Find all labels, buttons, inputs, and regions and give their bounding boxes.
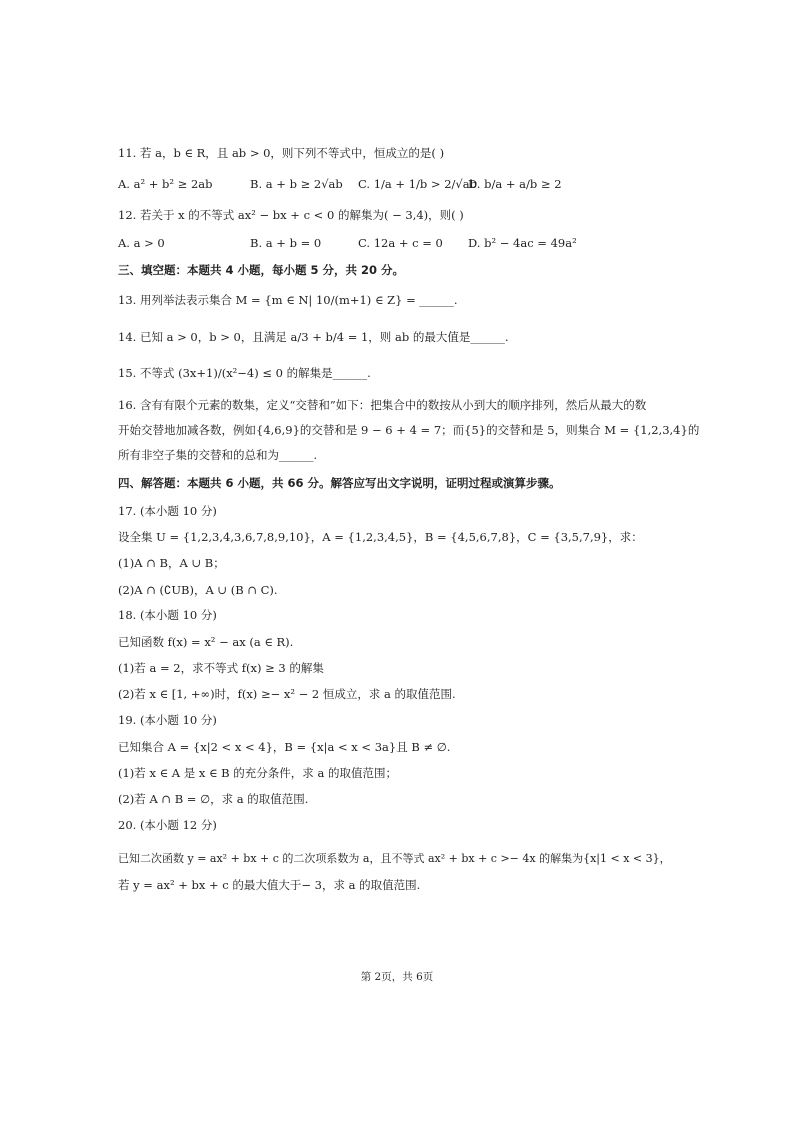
- question-14: 14. 已知 a > 0，b > 0，且满足 a/3 + b/4 = 1，则 ab 的最大值是______.: [118, 330, 509, 344]
- question-11-stem: 11. 若 a，b ∈ R，且 ab > 0，则下列不等式中，恒成立的是( ): [118, 146, 445, 160]
- question-12-option-d: D. b² − 4ac = 49a²: [468, 236, 577, 250]
- page-number-footer: 第 2页，共 6页: [360, 971, 434, 983]
- question-17-line-1: 设全集 U = {1,2,3,4,3,6,7,8,9,10}，A = {1,2,3,4,5}，B = {4,5,6,7,8}，C = {3,5,7,9}，求：: [118, 530, 643, 544]
- question-20-line-1: 已知二次函数 y = ax² + bx + c 的二次项系数为 a，且不等式 ax² + bx + c >− 4x 的解集为{x|1 < x < 3}，: [118, 852, 671, 865]
- section-4-heading: 四、解答题：本题共 6 小题，共 66 分。解答应写出文字说明，证明过程或演算步骤。: [118, 476, 561, 490]
- question-20-heading: 20. (本小题 12 分): [118, 818, 217, 832]
- question-19-line-1: 已知集合 A = {x|2 < x < 4}，B = {x|a < x < 3a}且 B ≠ ∅.: [118, 740, 451, 754]
- question-18-line-2: (1)若 a = 2，求不等式 f(x) ≥ 3 的解集: [118, 661, 324, 675]
- question-17-line-3: (2)A ∩ (∁UB)，A ∪ (B ∩ C).: [118, 583, 278, 597]
- question-11-option-c: C. 1/a + 1/b > 2/√ab: [358, 177, 477, 191]
- question-11-option-a: A. a² + b² ≥ 2ab: [118, 177, 213, 191]
- question-15: 15. 不等式 (3x+1)/(x²−4) ≤ 0 的解集是______.: [118, 366, 371, 380]
- question-18-line-1: 已知函数 f(x) = x² − ax (a ∈ R).: [118, 635, 294, 649]
- question-16-line-3: 所有非空子集的交替和的总和为______.: [118, 448, 318, 462]
- question-12-option-c: C. 12a + c = 0: [358, 236, 443, 250]
- question-20-line-2: 若 y = ax² + bx + c 的最大值大于− 3，求 a 的取值范围.: [118, 878, 421, 892]
- question-11-option-b: B. a + b ≥ 2√ab: [250, 177, 343, 191]
- question-12-option-a: A. a > 0: [118, 236, 165, 250]
- question-11-option-d: D. b/a + a/b ≥ 2: [468, 177, 562, 191]
- question-19-heading: 19. (本小题 10 分): [118, 713, 217, 727]
- question-19-line-2: (1)若 x ∈ A 是 x ∈ B 的充分条件，求 a 的取值范围；: [118, 766, 397, 780]
- question-16-line-2: 开始交替地加减各数，例如{4,6,9}的交替和是 9 − 6 + 4 = 7；而{5}的交替和是 5，则集合 M = {1,2,3,4}的: [118, 423, 700, 437]
- question-17-heading: 17. (本小题 10 分): [118, 504, 217, 518]
- section-3-heading: 三、填空题：本题共 4 小题，每小题 5 分，共 20 分。: [118, 263, 405, 277]
- question-13: 13. 用列举法表示集合 M = {m ∈ N| 10/(m+1) ∈ Z} = ______.: [118, 293, 458, 307]
- question-16-line-1: 16. 含有有限个元素的数集，定义“交替和”如下：把集合中的数按从小到大的顺序排列，然后从最大的数: [118, 398, 647, 412]
- question-19-line-3: (2)若 A ∩ B = ∅，求 a 的取值范围.: [118, 792, 309, 806]
- question-18-line-3: (2)若 x ∈ [1, +∞)时，f(x) ≥− x² − 2 恒成立，求 a 的取值范围.: [118, 687, 456, 701]
- question-18-heading: 18. (本小题 10 分): [118, 608, 217, 622]
- question-12-stem: 12. 若关于 x 的不等式 ax² − bx + c < 0 的解集为( − 3,4)，则( ): [118, 208, 464, 222]
- question-12-option-b: B. a + b = 0: [250, 236, 322, 250]
- question-17-line-2: (1)A ∩ B，A ∪ B；: [118, 556, 225, 570]
